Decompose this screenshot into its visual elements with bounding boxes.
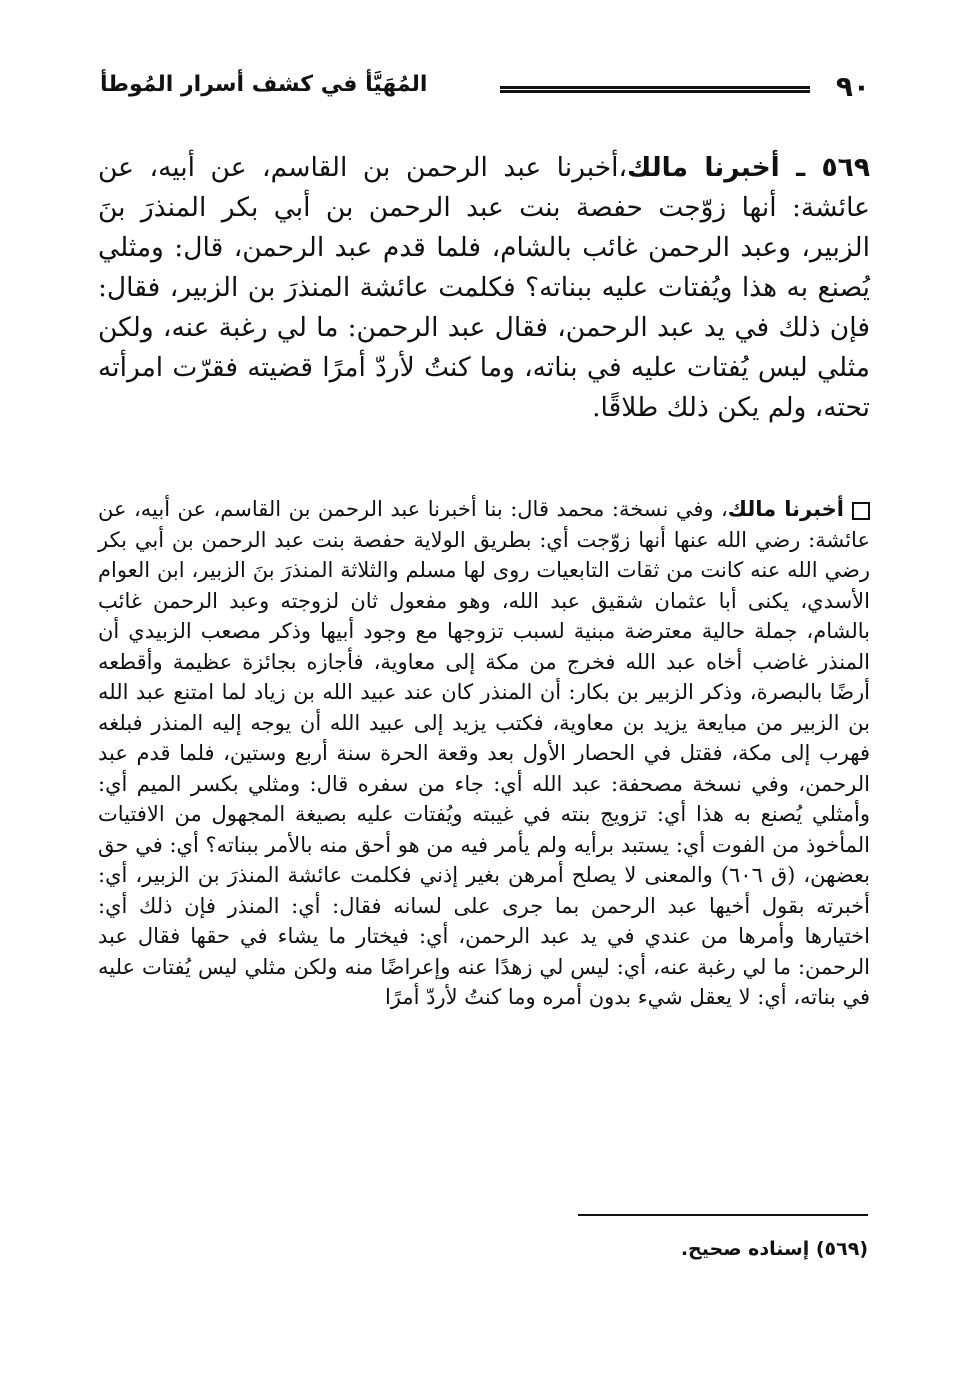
- footnote: (٥٦٩) إسناده صحيح.: [680, 1238, 868, 1260]
- hadith-text-block: [98, 148, 870, 428]
- commentary-body: ، وفي نسخة: محمد قال: بنا أخبرنا عبد الرحمن بن القاسم، عن أبيه، عن عائشة: رضي الله عنها أنها زوّجت أي: بطريق الولاية حفصة بنت عبد الرحمن بن أبي بكر رضي الله عنه كانت من ثقات التابعيات روى لها مسلم والثلاثة المنذرَ بنَ الزبير، ابن العوام الأسدي، يكنى أبا عثمان شقيق عبد الله، وهو مفعول ثان لزوجته وعبد الرحمن غائب بالشام، جملة حالية معترضة مبنية لسبب تزوجها مع وجود أبيها وذكر مصعب الزبيدي أن المنذر غاضب أخاه عبد الله فخرج من مكة إلى معاوية، فأجازه بجائزة عظيمة وأقطعه أرضًا بالبصرة، وذكر الزبير بن بكار: أن المنذر كان عند عبيد الله بن زياد لما امتنع عبد الله بن الزبير من مبايعة يزيد بن معاوية، فكتب يزيد إلى عبيد الله أن يوجه إليه المنذر فبلغه فهرب إلى مكة، فقتل في الحصار الأول بعد وقعة الحرة سنة أربع وستين، فلما قدم عبد الرحمن، وفي نسخة مصحفة: عبد الله أي: جاء من سفره قال: ومثلي بكسر الميم أي: وأمثلي يُصنع به هذا أي: تزويج بنته في غيبته ويُفتات عليه بصيغة المجهول من الافتيات المأخوذ من الفوت أي: يستبد برأيه ولم يأمر فيه من هو أحق منه بالأمر ببناته؟ أي: في حق بعضهن، (ق ٦٠٦) والمعنى لا يصلح أمرهن بغير إذني فكلمت عائشة المنذرَ بن الزبير، أي: أخبرته بقول أخيها عبد الرحمن بما جرى على لسانه فقال: أي: المنذر فإن ذلك أي: اختيارها وأمرها من عندي في يد عبد الرحمن، أي: فيختار ما يشاء في حقها فقال عبد الرحمن: ما لي رغبة عنه، أي: ليس لي زهدًا عنه وإعراضًا منه ولكن مثلي ليس يُفتات عليه في بناته، أي: لا يعقل شيء بدون أمره وما كنتُ لأردّ أمرًا: [98, 497, 870, 1009]
- commentary-block: [98, 494, 870, 1013]
- page-header: [100, 66, 870, 106]
- hadith-number-label: ٥٦٩ ـ أخبرنا مالك: [627, 152, 870, 183]
- header-rule: [500, 86, 810, 93]
- footnote-divider: [578, 1214, 868, 1216]
- page-number: ٩٠: [835, 70, 870, 103]
- square-bullet-icon: [852, 502, 870, 520]
- commentary-lead: أخبرنا مالك: [727, 497, 844, 521]
- book-title: المُهَيَّأ في كشف أسرار المُوطأ: [100, 72, 428, 97]
- hadith-body: ،أخبرنا عبد الرحمن بن القاسم، عن أبيه، عن عائشة: أنها زوّجت حفصة بنت عبد الرحمن بن أبي بكر المنذرَ بنَ الزبير، وعبد الرحمن غائب بالشام، فلما قدم عبد الرحمن، قال: ومثلي يُصنع به هذا ويُفتات عليه ببناته؟ فكلمت عائشة المنذرَ بن الزبير، فقال: فإن ذلك في يد عبد الرحمن، فقال عبد الرحمن: ما لي رغبة عنه، ولكن مثلي ليس يُفتات عليه في بناته، وما كنتُ لأردّ أمرًا قضيته فقرّت امرأته تحته، ولم يكن ذلك طلاقًا.: [98, 152, 870, 423]
